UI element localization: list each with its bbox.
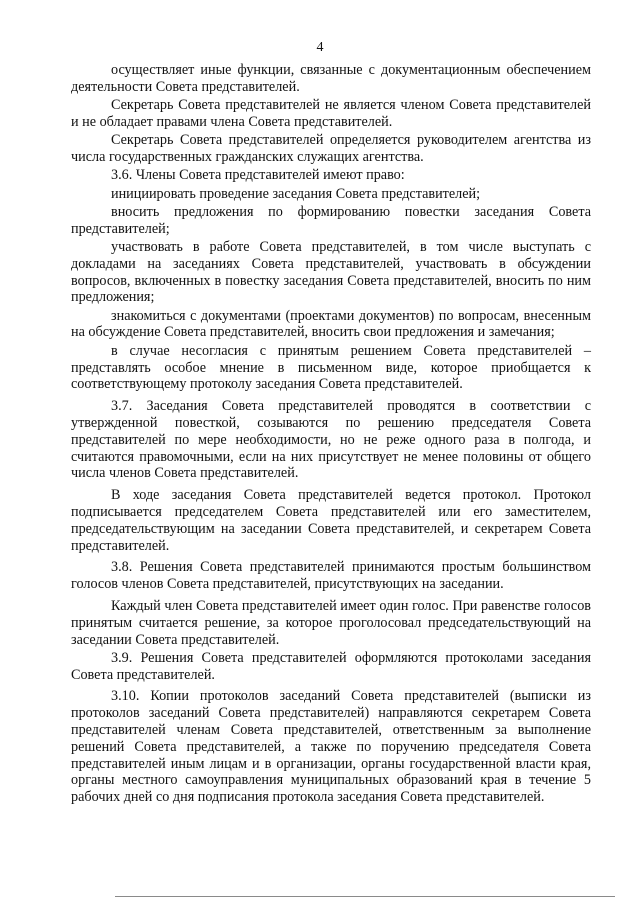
paragraph-3-9-protocols: 3.9. Решения Совета представителей оформляются протоколами заседания Совета представителей. [71, 649, 591, 683]
paragraph-3-8-decisions: 3.8. Решения Совета представителей принимаются простым большинством голосов членов Совета представителей, присутствующих на заседании. [71, 559, 591, 593]
page-number: 4 [316, 40, 324, 55]
paragraph-3-6-heading: 3.6. Члены Совета представителей имеют право: [111, 167, 405, 184]
paragraph-functions-continuation: осуществляет иные функции, связанные с документационным обеспечением деятельности Совета представителей. [71, 62, 591, 95]
paragraph-right-dissent: в случае несогласия с принятым решением Совета представителей – представлять особое мнение в письменном виде, которое приобщается к соответствующему протоколу заседания Совета представителей. [71, 342, 591, 393]
paragraph-3-7-meetings: 3.7. Заседания Совета представителей проводятся в соответствии с утвержденной повесткой, созываются по решению председателя Совета представителей по мере необходимости, но не реже одного раза в полгода, и считаются правомочными, если на них присутствует не менее половины от общего числа членов Совета представителей. [71, 398, 591, 482]
bottom-divider [115, 896, 615, 897]
paragraph-right-propose: вносить предложения по формированию повестки заседания Совета представителей; [71, 203, 591, 237]
paragraph-3-10-copies: 3.10. Копии протоколов заседаний Совета представителей (выписки из протоколов заседаний Совета представителей) направляются секретарем Совета представителей членам Совета представителей, ответственным за выполнение решений Совета представителей, а также по поручению председателя Совета представителей иным лицам и в организации, органы государственной власти края, органы местного самоуправления муниципальных образований края в течение 5 рабочих дней со дня подписания протокола заседания Совета представителей. [71, 688, 591, 806]
document-body [71, 62, 591, 807]
paragraph-secretary-appointment: Секретарь Совета представителей определяется руководителем агентства из числа государственных гражданских служащих агентства. [71, 132, 591, 165]
paragraph-secretary-not-member: Секретарь Совета представителей не является членом Совета представителей и не обладает правами члена Совета представителей. [71, 97, 591, 130]
paragraph-right-initiate: инициировать проведение заседания Совета представителей; [111, 185, 481, 202]
paragraph-votes: Каждый член Совета представителей имеет один голос. При равенстве голосов принятым считается решение, за которое проголосовал председательствующий на заседании Совета представителей. [71, 597, 591, 648]
paragraph-protocol: В ходе заседания Совета представителей ведется протокол. Протокол подписывается председателем Совета представителей или его заместителем, председательствующим на заседании Совета представителей, и секретарем Совета представителей. [71, 487, 591, 554]
paragraph-right-participate: участвовать в работе Совета представителей, в том числе выступать с докладами на заседаниях Совета представителей, участвовать в обсуждении вопросов, включенных в повестку заседания Совета представителей, вносить по ним предложения; [71, 238, 591, 306]
paragraph-right-documents: знакомиться с документами (проектами документов) по вопросам, внесенным на обсуждение Совета представителей, вносить свои предложения и замечания; [71, 307, 591, 341]
